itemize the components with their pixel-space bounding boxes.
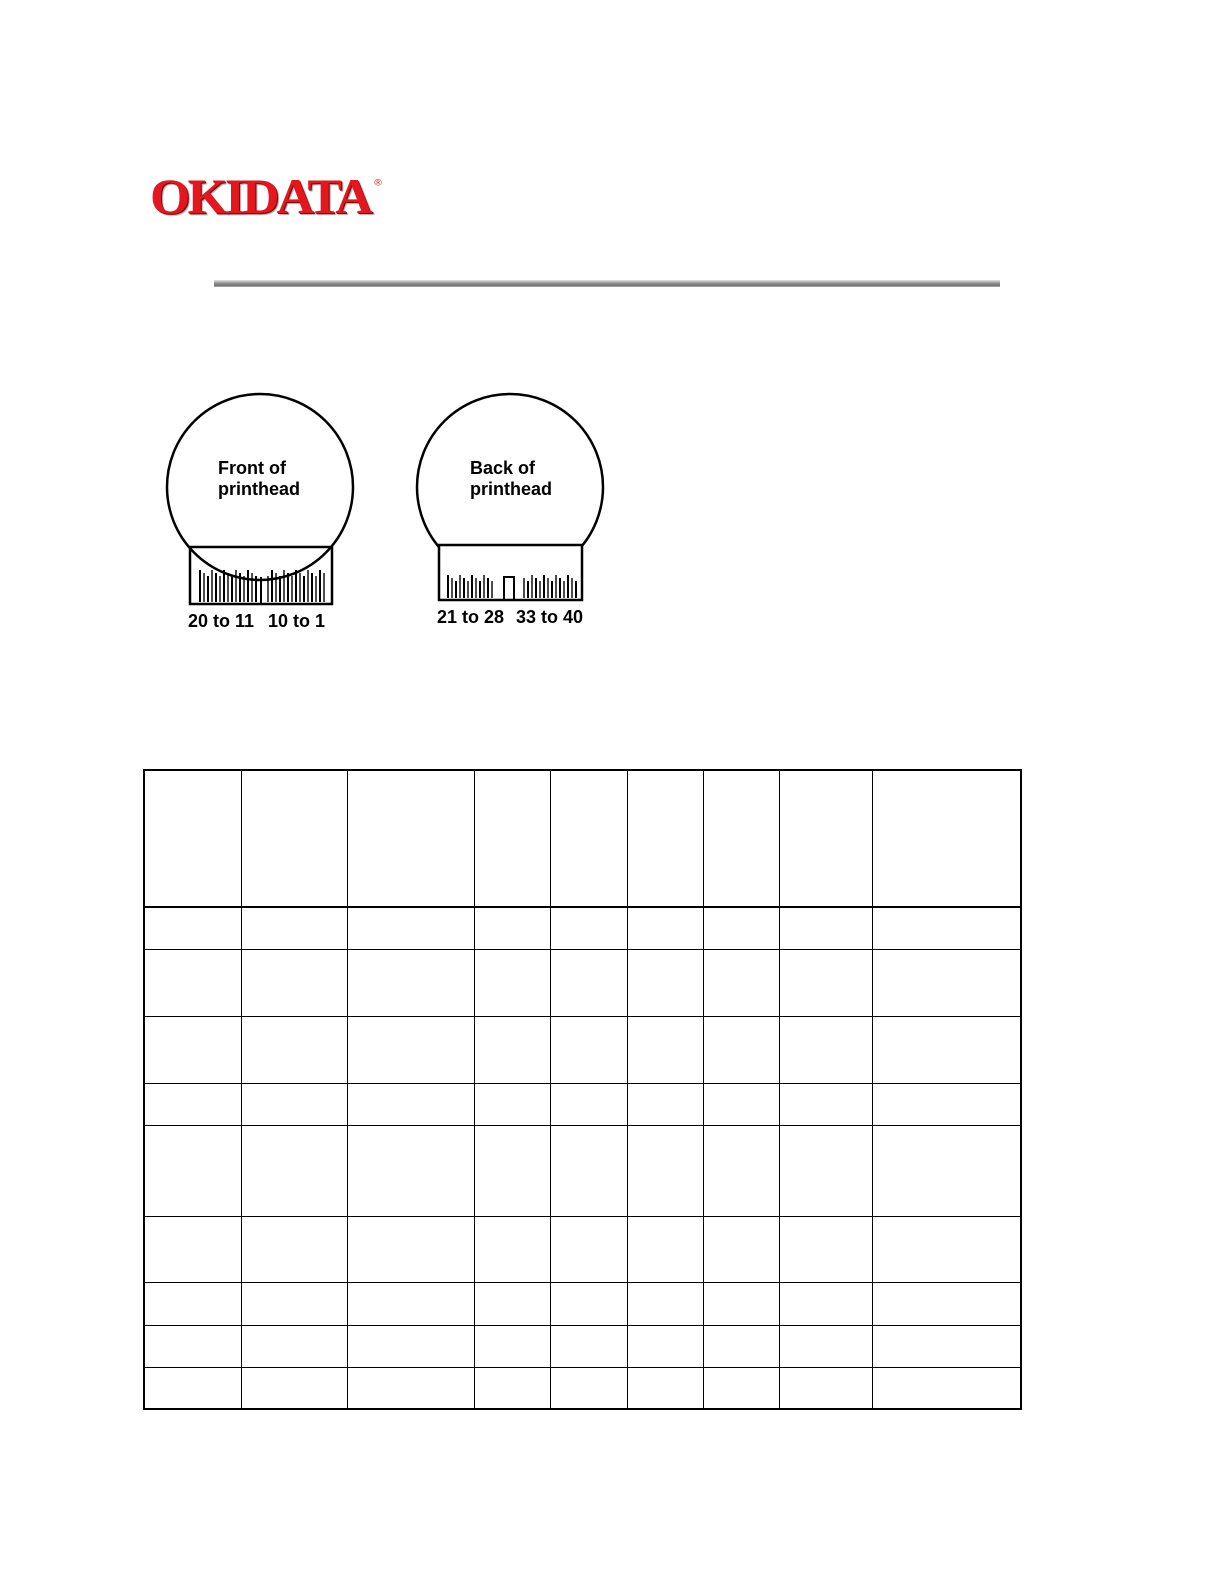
table-cell	[872, 1125, 1021, 1216]
table-cell	[241, 1367, 347, 1409]
table-cell	[241, 1325, 347, 1367]
table-cell	[627, 1216, 703, 1282]
pin-resistance-table	[143, 769, 1022, 1410]
back-label-line1: Back of	[470, 458, 536, 478]
table-body	[144, 770, 1021, 1409]
table-cell	[872, 1216, 1021, 1282]
table-cell	[144, 1083, 241, 1125]
table-row	[144, 949, 1021, 1016]
table-cell	[872, 949, 1021, 1016]
table-cell	[872, 770, 1021, 907]
table-cell	[347, 907, 474, 949]
table-cell	[241, 1016, 347, 1083]
table-row	[144, 1016, 1021, 1083]
back-pins-right-label: 33 to 40	[516, 607, 584, 627]
table-cell	[779, 770, 872, 907]
table-cell	[703, 1125, 779, 1216]
table-cell	[241, 1282, 347, 1325]
table-cell	[474, 1367, 550, 1409]
table-cell	[550, 1016, 627, 1083]
table-cell	[550, 1083, 627, 1125]
table-cell	[144, 907, 241, 949]
table-cell	[703, 770, 779, 907]
table-cell	[703, 1083, 779, 1125]
table-cell	[241, 770, 347, 907]
registered-mark: ®	[374, 178, 382, 189]
table-cell	[779, 907, 872, 949]
table-row	[144, 907, 1021, 949]
table-cell	[703, 907, 779, 949]
table-cell	[779, 1367, 872, 1409]
table-cell	[627, 1083, 703, 1125]
back-printhead	[417, 394, 603, 627]
table-row	[144, 1216, 1021, 1282]
table-cell	[144, 1125, 241, 1216]
table-cell	[550, 770, 627, 907]
table-cell	[779, 949, 872, 1016]
table-cell	[347, 1325, 474, 1367]
table-cell	[347, 1125, 474, 1216]
table-cell	[627, 1282, 703, 1325]
table-cell	[779, 1016, 872, 1083]
table-cell	[144, 770, 241, 907]
table-cell	[550, 949, 627, 1016]
table-cell	[627, 1325, 703, 1367]
printhead-diagram-svg	[150, 380, 620, 640]
table-cell	[550, 1216, 627, 1282]
table-cell	[703, 1016, 779, 1083]
table-cell	[550, 907, 627, 949]
back-label-line2: printhead	[470, 479, 553, 499]
table-cell	[627, 1016, 703, 1083]
front-pins-right-label: 10 to 1	[268, 611, 326, 631]
table-row	[144, 1325, 1021, 1367]
table-cell	[779, 1282, 872, 1325]
table-cell	[144, 949, 241, 1016]
logo-text: OKIDATA	[150, 170, 370, 225]
table-cell	[347, 949, 474, 1016]
table-cell	[550, 1282, 627, 1325]
table-cell	[872, 1367, 1021, 1409]
table-cell	[474, 1325, 550, 1367]
table-cell	[474, 1016, 550, 1083]
table-cell	[347, 1367, 474, 1409]
printhead-diagram	[150, 380, 620, 645]
table-cell	[703, 1367, 779, 1409]
front-printhead	[167, 394, 353, 631]
table-cell	[627, 1125, 703, 1216]
table-cell	[474, 1083, 550, 1125]
table-cell	[347, 1016, 474, 1083]
table-cell	[241, 1083, 347, 1125]
table-cell	[872, 1016, 1021, 1083]
front-pins-left-label: 20 to 11	[188, 611, 255, 631]
table-cell	[474, 1282, 550, 1325]
table-cell	[872, 907, 1021, 949]
table-cell	[241, 949, 347, 1016]
front-label-line1: Front of	[218, 458, 286, 478]
table-cell	[703, 1325, 779, 1367]
table-cell	[627, 907, 703, 949]
table-cell	[550, 1325, 627, 1367]
table-cell	[550, 1125, 627, 1216]
table-cell	[474, 1125, 550, 1216]
table-cell	[779, 1216, 872, 1282]
table-cell	[550, 1367, 627, 1409]
table-cell	[144, 1016, 241, 1083]
table-cell	[347, 1216, 474, 1282]
table-cell	[347, 1083, 474, 1125]
table-cell	[474, 907, 550, 949]
table-cell	[144, 1282, 241, 1325]
table-header-row	[144, 770, 1021, 907]
table-cell	[347, 1282, 474, 1325]
table-cell	[144, 1325, 241, 1367]
okidata-logo	[150, 170, 382, 225]
front-label-line2: printhead	[218, 479, 301, 499]
table-cell	[144, 1216, 241, 1282]
table-cell	[474, 770, 550, 907]
table-cell	[627, 770, 703, 907]
back-pins-left-label: 21 to 28	[437, 607, 505, 627]
table-cell	[241, 1216, 347, 1282]
table-cell	[872, 1282, 1021, 1325]
table-row	[144, 1367, 1021, 1409]
table-cell	[627, 1367, 703, 1409]
table-cell	[474, 1216, 550, 1282]
table-cell	[779, 1325, 872, 1367]
header-divider	[214, 280, 1000, 287]
table-row	[144, 1083, 1021, 1125]
table-cell	[241, 907, 347, 949]
table-cell	[779, 1083, 872, 1125]
table-cell	[703, 949, 779, 1016]
table-row	[144, 1282, 1021, 1325]
table-cell	[703, 1216, 779, 1282]
table-row	[144, 1125, 1021, 1216]
table-cell	[872, 1325, 1021, 1367]
table-cell	[703, 1282, 779, 1325]
table-cell	[779, 1125, 872, 1216]
table-cell	[144, 1367, 241, 1409]
table-cell	[627, 949, 703, 1016]
table-cell	[347, 770, 474, 907]
table-cell	[872, 1083, 1021, 1125]
table-cell	[474, 949, 550, 1016]
table-cell	[241, 1125, 347, 1216]
